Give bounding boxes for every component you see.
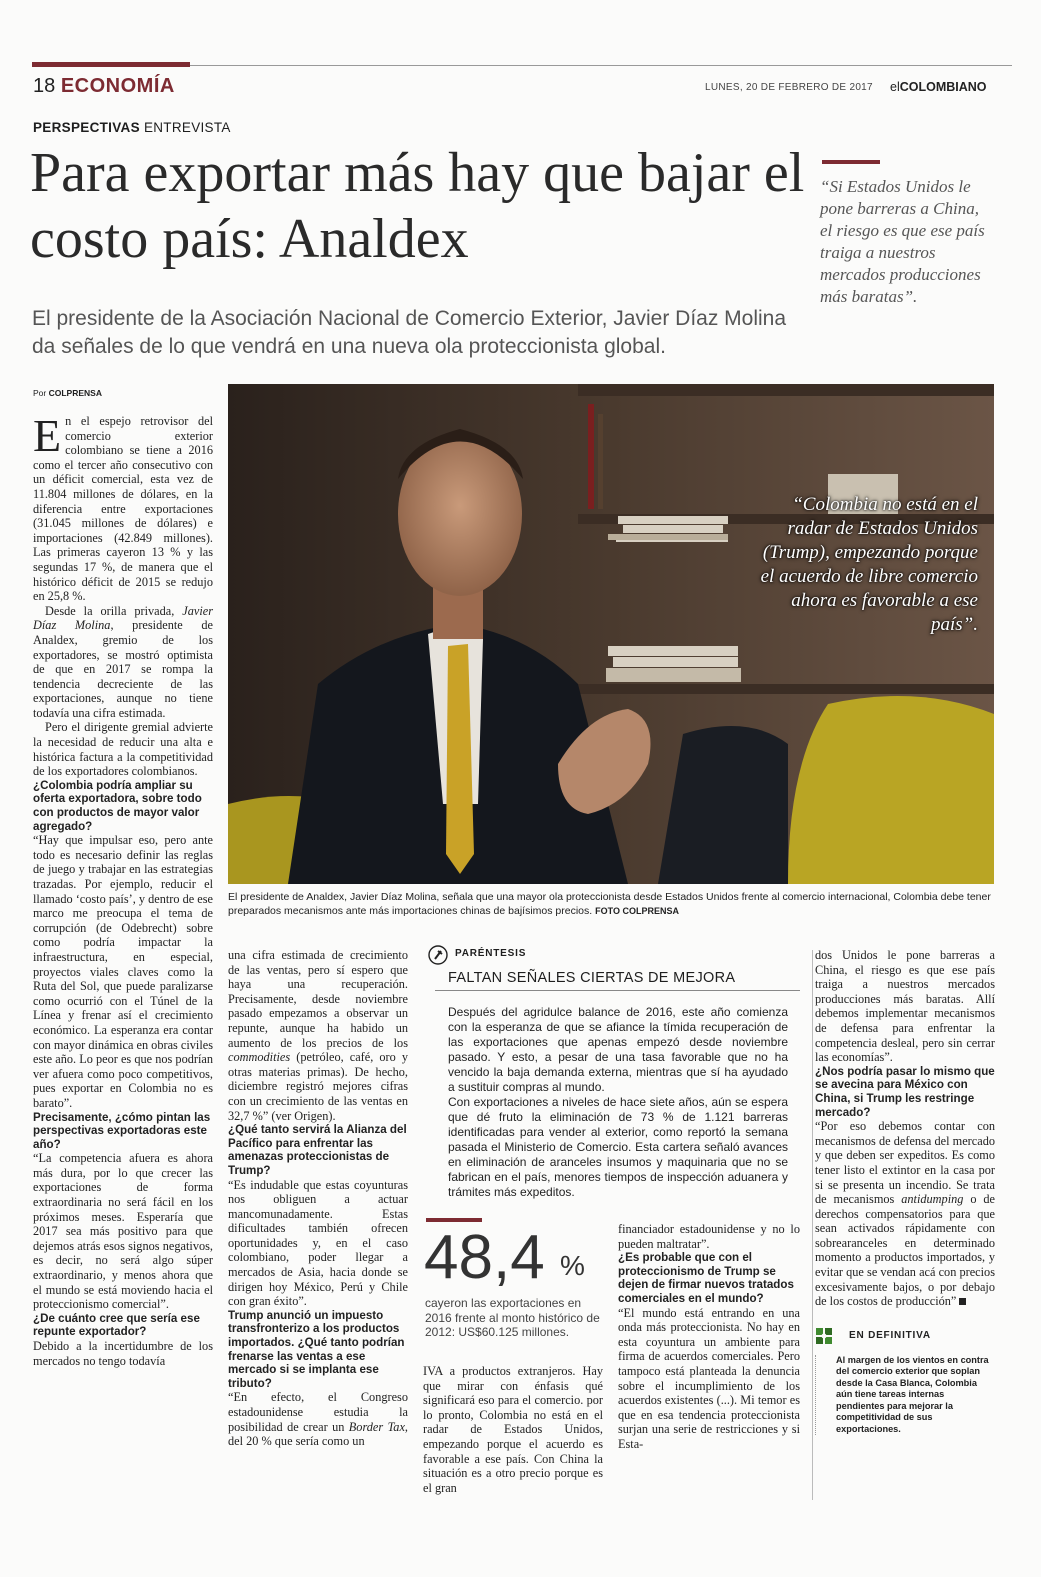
pull-quote-rule: [822, 160, 880, 164]
stat-unit: %: [560, 1250, 585, 1281]
column-divider: [812, 950, 813, 1500]
photo-credit: FOTO COLPRENSA: [595, 905, 679, 916]
puzzle-icon: [815, 1327, 833, 1345]
stat-rule: [426, 1218, 482, 1222]
question: ¿Qué tanto servirá la Alianza del Pacífico para enfrentar las amenazas proteccionistas de Trump?: [228, 1123, 407, 1177]
definitiva-title: EN DEFINITIVA: [849, 1329, 931, 1341]
article-column-5: dos Unidos le pone barreras a China, el riesgo es que ese país traiga a nuestros mercados producciones más baratas. Allí debemos implementar mecanismos de defensa para enfrentar la competencia desleal, pero sin cerrar las economías”. ¿Nos podría pasar lo mismo que se avecina para México con China, si Trump les restringe mercado? “Por eso debemos contar con mecanismos de defensa del mercado y que deben ser expeditos. Es como tener listo el extintor en la casa por si se presenta un incendio. Se trata de mecanismos antidumping o de derechos compensatorios para que sean activados rápidamente con sobrearanceles en determinado momento a productos importados, y evitar que se vendan acá con precios excesivamente bajos, o por debajo de los costos de producción” EN DEFINITIVA Al margen de los vientos en contra del comercio exterior que soplan desde la Casa Blanca, Colombia aún tiene tareas internas pendientes para mejorar la competitividad de sus exportaciones.: [815, 948, 995, 1434]
article-column-2: una cifra estimada de crecimiento de las ventas, pero sí espero que haya una recuperación. Precisamente, desde noviembre pasado empezamos a observar un repunte, aunque ha habido un aumento de los precios de los commodities (petróleo, café, oro y otras materias primas). De hecho, diciembre registró mejores cifras con un crecimiento de las ventas en 32,7 %” (ver Origen). ¿Qué tanto servirá la Alianza del Pacífico para enfrentar las amenazas proteccionistas de Trump? “Es indudable que estas coyunturas nos obliguen a actuar mancomunadamente. Estas dificultades también ofrecen oportunidades y, en el caso colombiano, poder llegar a mercados de Asia, hacia donde se dirigen hoy México, Perú y Chile con gran éxito”. Trump anunció un impuesto transfronterizo a los productos importados. ¿Qué tanto podrían frenarse las ventas a ese mercado si se implanta ese tributo? “En efecto, el Congreso estadounidense estudia la posibilidad de crear un Border Tax, del 20 % que sería como un: [228, 948, 408, 1449]
box-text: Después del agridulce balance de 2016, este año comienza con la esperanza de que se afiance la tímida recuperación de las exportaciones que apenas empezó desde noviembre pasado. Y esto, a pesar de una tasa favorable que no ha vencido la baja demanda externa, mientras que sí ha ayudado a sustituir compras al mundo. Con exportaciones a niveles de hace siete años, aún se espera que dé fruto la eliminación de 73 % de 1.121 barreras identificadas para vender al exterior, como reportó la semana pasada el Ministerio de Comercio. Esta cartera señaló avances en eliminación de aranceles insumos y maquinaria que no se fabrican en el país, menores tiempos de inspección aduanera y trámites más expeditos.: [448, 1005, 788, 1199]
question: ¿Es probable que con el proteccionismo de Trump se dejen de firmar nuevos tratados comerciales en el mundo?: [618, 1251, 794, 1305]
byline: Por COLPRENSA: [33, 388, 102, 398]
question: Precisamente, ¿cómo pintan las perspectivas exportadoras este año?: [33, 1110, 211, 1151]
end-mark: [959, 1298, 966, 1305]
pull-quote-side: “Si Estados Unidos le pone barreras a China, el riesgo es que ese país traiga a nuestros mercados producciones más baratas”.: [820, 177, 985, 306]
article-column-3: IVA a productos extranjeros. Hay que mirar con énfasis qué significará eso para el comercio. por lo pronto, Colombia no está en el radar de Estados Unidos, empezando porque el acuerdo es favorable a ese país. Con China la situación es a otro precio porque es el gran: [423, 1364, 603, 1495]
question: Trump anunció un impuesto transfronterizo a los productos importados. ¿Qué tanto podrían frenarse las ventas a ese mercado si se implanta ese tributo?: [228, 1308, 405, 1390]
photo-pull-quote: “Colombia no está en el radar de Estados Unidos (Trump), empezando porque el acuerdo de libre comercio ahora es favorable a ese país”.: [760, 494, 978, 635]
deck: El presidente de la Asociación Nacional de Comercio Exterior, Javier Díaz Molina da señales de lo que vendrá en una nueva ola proteccionista global.: [32, 307, 787, 358]
newspaper-brand: elCOLOMBIANO: [890, 80, 987, 94]
definitiva-text: Al margen de los vientos en contra del comercio exterior que soplan desde la Casa Blanca, Colombia aún tiene tareas internas pendientes para mejorar la competitividad de sus exportaciones.: [815, 1355, 995, 1436]
question: ¿De cuánto cree que sería ese repunte exportador?: [33, 1311, 200, 1339]
article-column-4: financiador estadounidense y no lo pueden maltratar”. ¿Es probable que con el proteccionismo de Trump se dejen de firmar nuevos tratados comerciales en el mundo? “El mundo está entrando en una onda más proteccionista. No hay en esta coyuntura un ambiente para firma de acuerdos comerciales. Pero tampoco está planteada la denuncia sobre el incumplimiento de los acuerdos existentes (...). Mi temor es que en esa tendencia proteccionista surjan una serie de restricciones y si Esta-: [618, 1222, 800, 1451]
pin-icon: [427, 944, 449, 966]
photo-caption: El presidente de Analdex, Javier Díaz Molina, señala que una mayor ola proteccionista desde Estados Unidos frente al comercio internacional, Colombia debe tener preparados mecanismos ante más importaciones chinas de bajísimos precios. FOTO COLPRENSA: [228, 891, 991, 917]
stat-value: 48,4: [424, 1223, 545, 1292]
section-label: [33, 75, 175, 98]
section-name: ECONOMÍA: [60, 75, 175, 97]
article-column-1: En el espejo retrovisor del comercio exterior colombiano se tiene a 2016 como el tercer año consecutivo con un déficit comercial, esta vez de 11.804 millones de dólares, en la diferencia entre exportaciones (31.045 millones de dólares) e importaciones (42.849 millones). Las primeras cayeron 13 % y las segundas 17 %, de manera que el histórico déficit de 2015 se redujo en 25,8 %. Desde la orilla privada, Javier Díaz Molina, presidente de Analdex, gremio de los exportadores, se mostró optimista de que en 2017 se rompa la tendencia decreciente de las exportaciones, aunque no tiene todavía una cifra estimada. Pero el dirigente gremial advierte la necesidad de reducir una alta e histórica factura a la competitividad de los exportadores colombianos. ¿Colombia podría ampliar su oferta exportadora, sobre todo con productos de mayor valor agregado? “Hay que impulsar eso, pero ante todo es necesario definir las reglas de juego y trabajar en las estrategias trazadas. Por ejemplo, reducir el llamado ‘costo país’, y dentro de ese marco me preocupa el tema de corrupción (de Odebrecht) sobre como podría impactar la infraestructura, en especial, proyectos viales claves como la Ruta del Sol, que puede paralizarse como ocurrió con el Túnel de la Línea y frenar así el crecimiento económico. La esperanza era contar con mayor dinámica en obras civiles este año. Lo peor es que nos podrían ver afuera como poco competitivos, pues exportar en Colombia no es barato”. Precisamente, ¿cómo pintan las perspectivas exportadoras este año? “La competencia afuera es ahora más dura, por lo que crecer las exportaciones de forma extraordinaria no será fácil en los próximos meses. Esperaría que 2017 sea más positivo para que dejemos atrás esos signos negativos, es decir, no será algo súper extraordinario, y menos ahora que el mundo se está moviendo hacia el proteccionismo comercial”. ¿De cuánto cree que sería ese repunte exportador? Debido a la incertidumbre de los mercados no tengo todavía: [33, 410, 213, 1368]
box-rule: [435, 990, 800, 991]
box-title: PARÉNTESIS: [455, 948, 527, 959]
question: ¿Nos podría pasar lo mismo que se avecina para México con China, si Trump les restringe mercado?: [815, 1064, 995, 1119]
stat-description: cayeron las exportaciones en 2016 frente al monto histórico de 2012: US$60.125 millones.: [425, 1296, 600, 1339]
headline: Para exportar más hay que bajar el costo país: Analdex: [30, 142, 805, 270]
issue-date: LUNES, 20 DE FEBRERO DE 2017: [705, 82, 873, 93]
dropcap: E: [33, 410, 62, 461]
question: ¿Colombia podría ampliar su oferta exportadora, sobre todo con productos de mayor valor agregado?: [33, 778, 202, 833]
header-rule: [32, 62, 1012, 67]
box-heading: FALTAN SEÑALES CIERTAS DE MEJORA: [448, 970, 736, 986]
kicker: PERSPECTIVAS ENTREVISTA: [33, 120, 231, 135]
page-number: 18: [33, 75, 56, 97]
